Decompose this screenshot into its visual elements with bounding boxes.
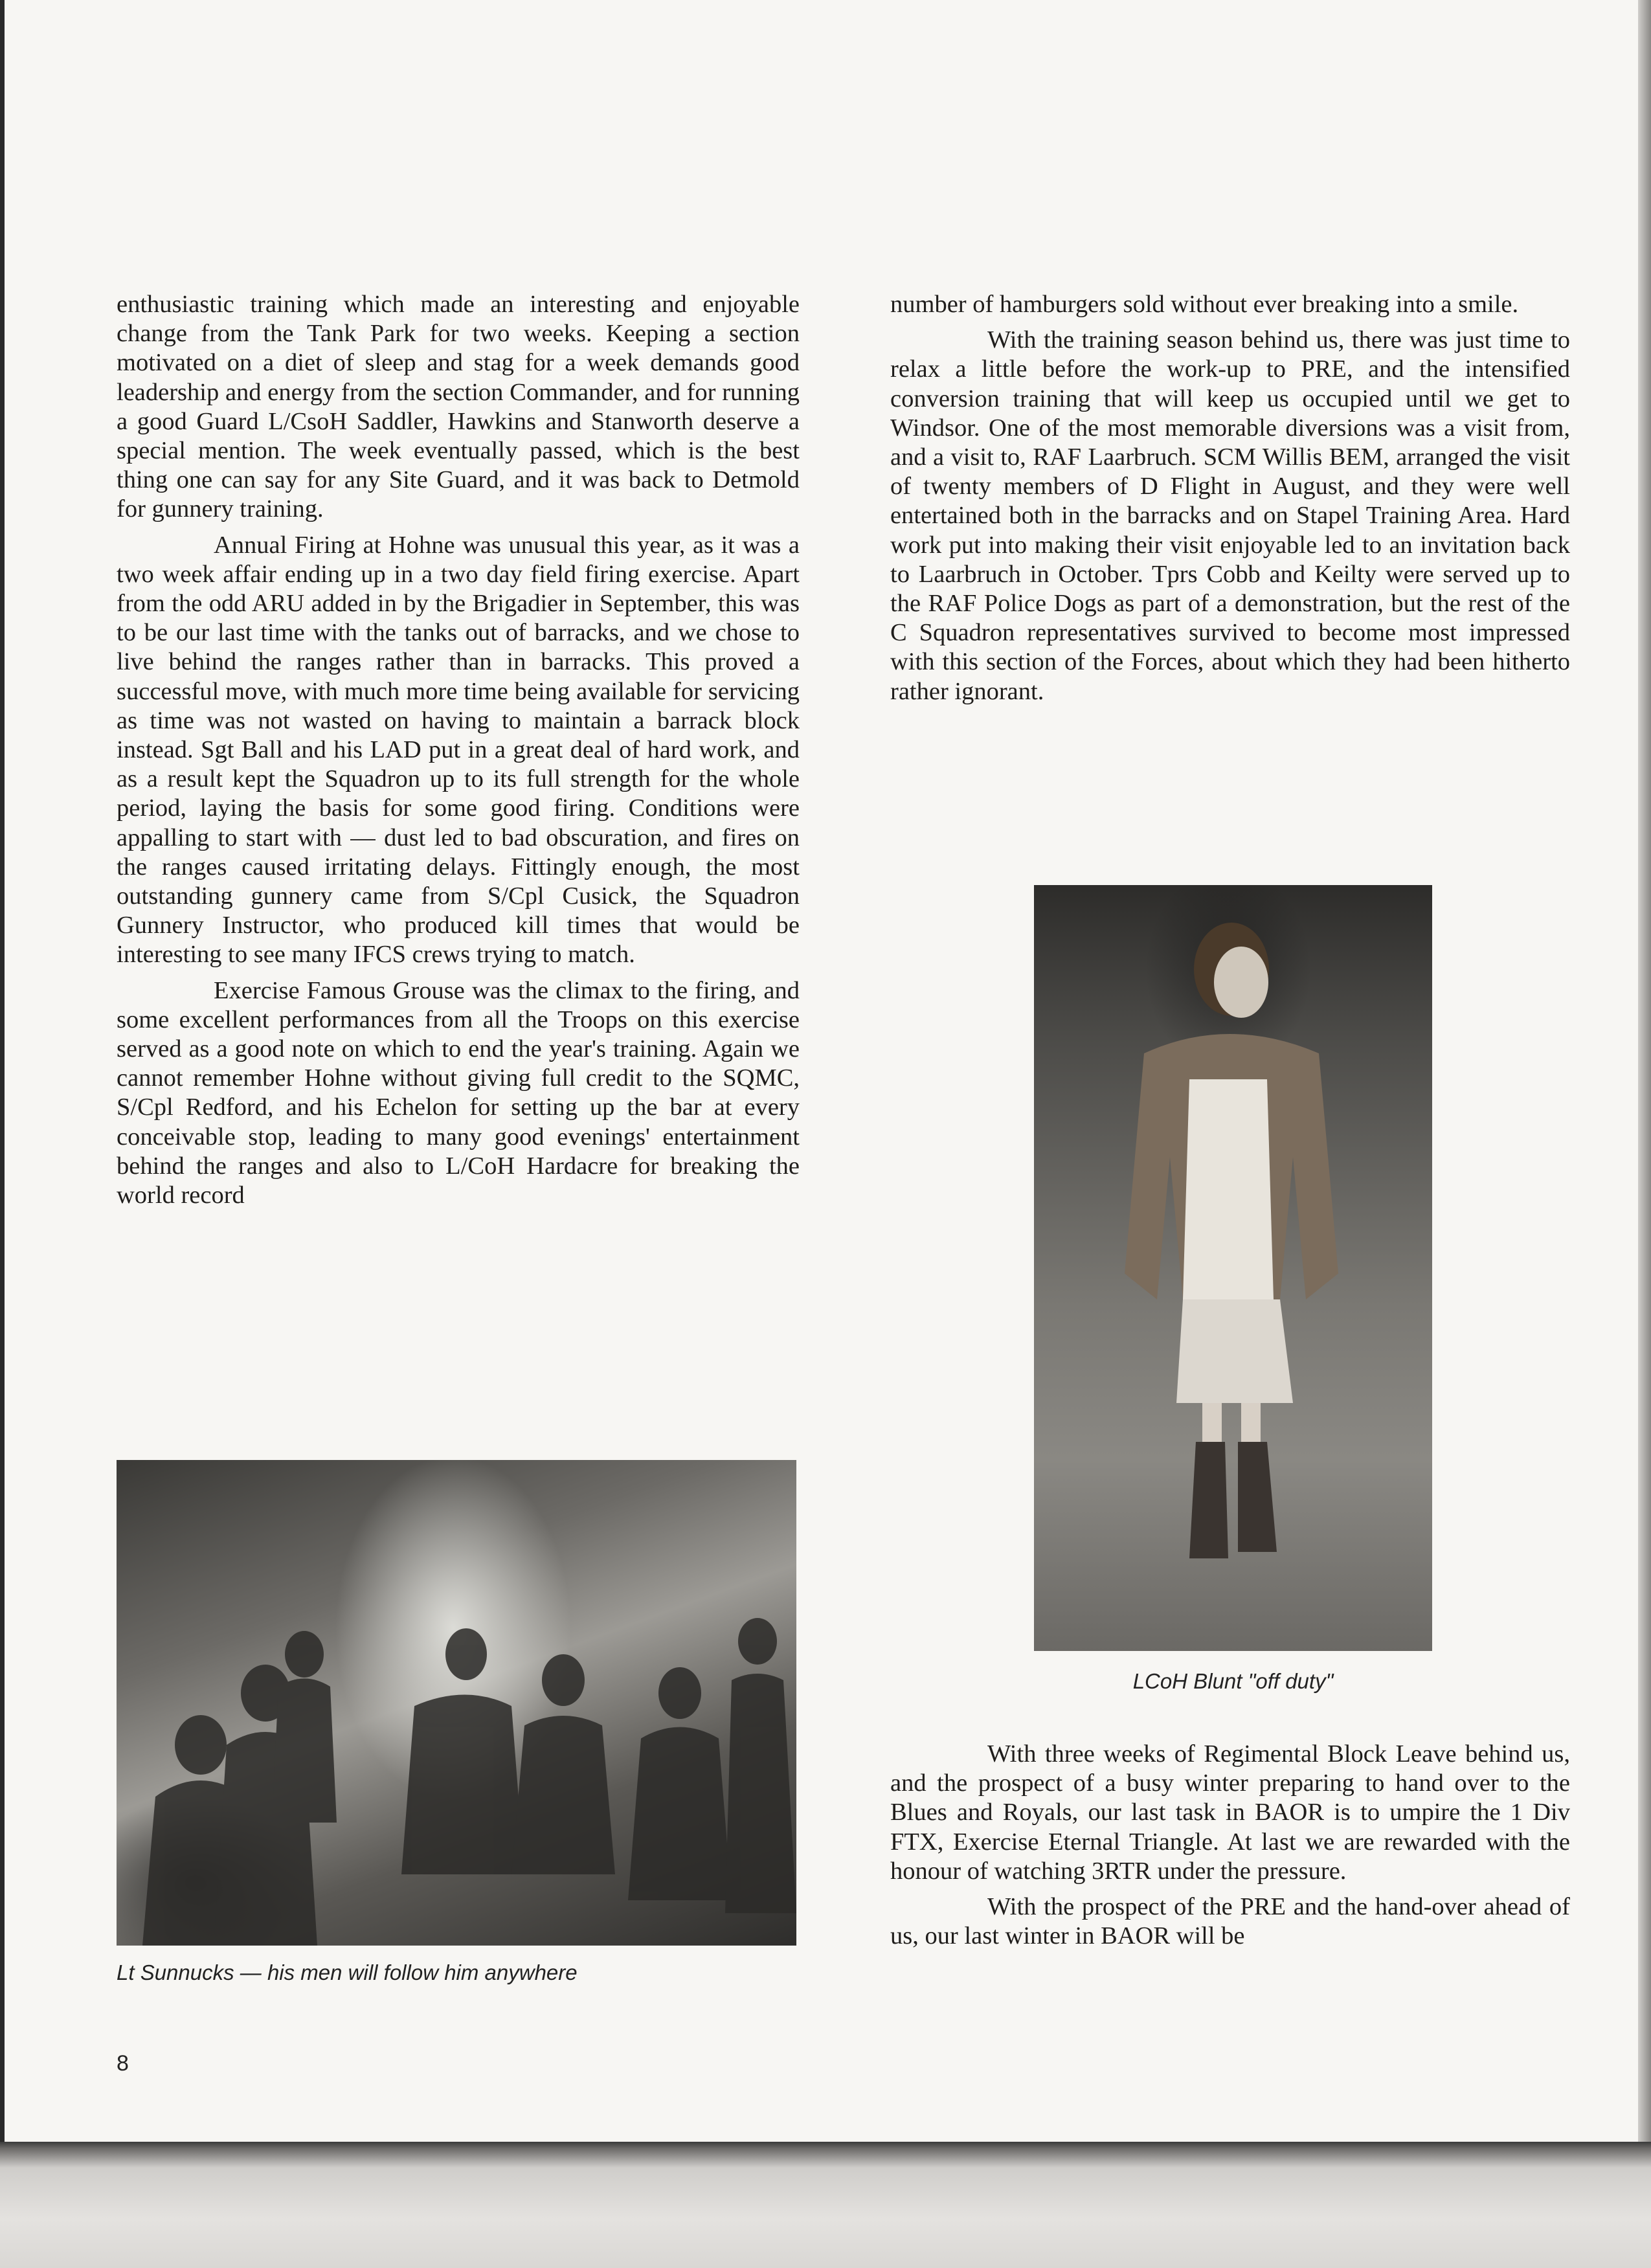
portrait-photo-figure [1034, 885, 1432, 1651]
left-text-column [117, 290, 800, 1217]
paragraph: With three weeks of Regimental Block Leave behind us, and the prospect of a busy winter preparing to hand over to the Blues and Royals, our last task in BAOR is to umpire the 1 Div FTX, Exercise Eternal Triangle. At last we are rewarded with the honour of watching 3RTR under the pressure. [890, 1740, 1570, 1885]
group-photo [117, 1460, 796, 1946]
paragraph: number of hamburgers sold without ever breaking into a smile. [890, 291, 1519, 318]
scan-left-edge [0, 0, 5, 2268]
paragraph: With the prospect of the PRE and the hand-over ahead of us, our last winter in BAOR will be [890, 1893, 1570, 1950]
paragraph: Exercise Famous Grouse was the climax to the firing, and some excellent performances from all the Troops on this exercise served as a good note on which to end the year's training. Again we cannot remember Hohne without giving full credit to the SQMC, S/Cpl Redford, and his Echelon for setting up the bar at every conceivable stop, leading to many good evenings' entertainment behind the ranges and also to L/CoH Hardacre for breaking the world record [117, 976, 800, 1209]
right-text-column-lower [890, 1740, 1570, 1957]
portrait-photo [1034, 885, 1432, 1651]
scan-bottom-shadow [0, 2142, 1651, 2268]
portrait-photo-caption: LCoH Blunt "off duty" [1132, 1669, 1334, 1693]
paragraph: enthusiastic training which made an interesting and enjoyable change from the Tank Park for two weeks. Keeping a section motivated on a diet of sleep and stag for a week demands good leadership and energy from the section Commander, and for running a good Guard L/CsoH Saddler, Hawkins and Stanworth deserve a special mention. The week eventually passed, which is the best thing one can say for any Site Guard, and it was back to Detmold for gunnery training. [117, 291, 800, 523]
page-number: 8 [117, 2051, 129, 2076]
paragraph: Annual Firing at Hohne was unusual this year, as it was a two week affair ending up in a two day field firing exercise. Apart from the odd ARU added in by the Brigadier in September, this was to be our last time with the tanks out of barracks, and we chose to live behind the ranges rather than in barracks. This proved a successful move, with much more time being available for servicing as time was not wasted on having to maintain a barrack block instead. Sgt Ball and his LAD put in a great deal of hard work, and as a result kept the Squadron up to its full strength for the whole period, laying the basis for some good firing. Conditions were appalling to start with — dust led to bad obscuration, and fires on the ranges caused irritating delays. Fittingly enough, the most outstanding gunnery came from S/Cpl Cusick, the Squadron Gunnery Instructor, who produced kill times that would be interesting to see many IFCS crews trying to match. [117, 531, 800, 969]
group-photo-figures [117, 1460, 796, 1946]
scan-right-edge [1638, 0, 1651, 2268]
group-photo-caption: Lt Sunnucks — his men will follow him anywhere [117, 1960, 578, 1984]
right-text-column [890, 290, 1570, 713]
paragraph: With the training season behind us, there was just time to relax a little before the work-up to PRE, and the intensified conversion training that will keep us occupied until we get to Windsor. One of the most memorable diversions was a visit from, and a visit to, RAF Laarbruch. SCM Willis BEM, arranged the visit of twenty members of D Flight in August, and they were well entertained both in the barracks and on Stapel Training Area. Hard work put into making their visit enjoyable led to an invitation back to Laarbruch in October. Tprs Cobb and Keilty were served up to the RAF Police Dogs as part of a demonstration, but the rest of the C Squadron representatives survived to become most impressed with this section of the Forces, about which they had been hitherto rather ignorant. [890, 326, 1570, 705]
